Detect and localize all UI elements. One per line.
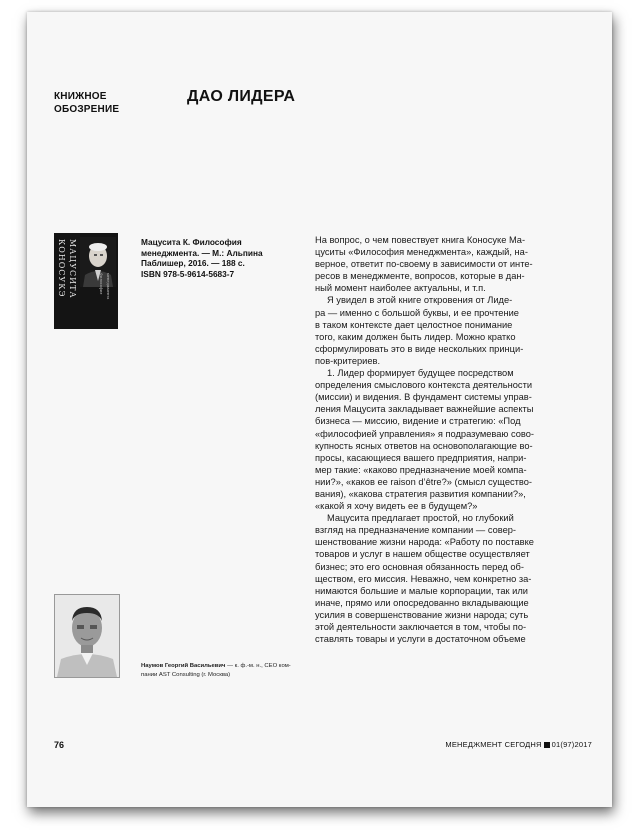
article-line: «философией управления» я подразумеваю сово- (315, 428, 535, 439)
author-credentials: — к. ф.-м. н., CEO ком- (225, 663, 291, 669)
book-info-line: Паблишер, 2016. — 188 с. (141, 258, 245, 269)
article-line: в таком контексте дает целостное понимание (315, 319, 513, 330)
article-line: бизнес; это его основная обязанность перед об- (315, 561, 524, 572)
article-line: цуситы «Философия менеджмента», каждый, на- (315, 247, 528, 258)
article-line: шенствование жизни народа: «Работу по поставке (315, 537, 534, 548)
section-label-line-2: ОБОЗРЕНИЕ (54, 104, 120, 115)
article-paragraph (315, 367, 570, 512)
book-info-line: ISBN 978-5-9614-5683-7 (141, 269, 235, 280)
article-line: «какой я хочу видеть ее в будущем?» (315, 501, 478, 512)
book-cover (54, 233, 118, 329)
cover-portrait-image (80, 237, 116, 287)
article-line: мер такие: «каково предназначение моей компа- (315, 464, 527, 475)
section-label (54, 90, 119, 116)
article-line: верное, ответит по-своему в зависимости от инте- (315, 259, 533, 270)
author-company: пании AST Consulting (г. Москва) (141, 672, 231, 678)
cover-author-name: КОНОСУКЭ (57, 239, 66, 298)
article-line: Мацусита предлагает простой, но глубокий (327, 513, 514, 524)
article-line: нии?», «каков ее raison d’être?» (смысл существо- (315, 476, 533, 487)
article-line: этой деятельности заключается в том, чтобы по- (315, 622, 527, 632)
book-info-line: менеджмента. — М.: Альпина (141, 247, 263, 258)
article-line: просы, касающиеся вашего предприятия, напри- (315, 452, 527, 463)
article-line: сформулировать это в виде нескольких принци- (315, 343, 524, 354)
magazine-title: МЕНЕДЖМЕНТ СЕГОДНЯ (445, 740, 542, 749)
article-line: Я увидел в этой книге откровения от Лиде- (327, 295, 513, 306)
page-number: 76 (54, 740, 65, 750)
article-paragraph (315, 294, 570, 367)
article-line: ра — именно с большой буквы, и ее прочтение (315, 307, 519, 318)
cover-subtitle-1: Философия (99, 273, 103, 295)
author-photo (54, 594, 120, 678)
article-line: иначе, прямо или опосредованно вкладывающие (315, 597, 529, 608)
book-info-line: Мацусита К. Философия (141, 237, 242, 247)
article-line: ный момент наиболее актуальны, и т.п. (315, 283, 486, 294)
article-body (315, 234, 570, 645)
book-bibliographic-info (141, 237, 296, 280)
article-line: вания), «какова стратегия развития компании?», (315, 488, 526, 499)
square-separator-icon (544, 742, 550, 748)
article-line: взгляд на предназначение компании — совер- (315, 525, 517, 536)
magazine-issue: 01(97)2017 (551, 740, 592, 749)
author-caption (141, 662, 303, 680)
article-headline: ДАО ЛИДЕРА (187, 88, 296, 105)
article-line: ставлять товары и услуги в достаточном объеме (315, 634, 526, 645)
author-portrait-image (55, 595, 119, 677)
cover-subtitle-2: менеджмента (106, 273, 110, 300)
article-line: 1. Лидер формирует будущее посредством (327, 368, 514, 379)
article-line: того, каким должен быть лидер. Можно кратко (315, 331, 516, 342)
article-line: (миссии) и видения. В фундамент системы управ- (315, 392, 532, 403)
article-line: ления Мацусита закладывает важнейшие аспекты (315, 404, 534, 415)
article-line: На вопрос, о чем повествует книга Коносуке Ма- (315, 235, 526, 245)
article-line: определения смыслового контекста деятельности (315, 380, 533, 391)
article-line: товаров и услуг в нашем обществе осуществляет (315, 549, 530, 560)
author-name: Наумов Георгий Васильевич (141, 663, 226, 669)
article-line: усилия в совершенствование жизни народа; суть (315, 609, 529, 620)
article-paragraph (315, 512, 570, 645)
article-line: бизнеса — миссию, видение и стратегию: «Под (315, 416, 521, 427)
article-line: ресов в менеджменте, вопросов, которые в дан- (315, 271, 525, 282)
magazine-footer (445, 740, 592, 749)
article-line: пов-критериев. (315, 355, 381, 366)
section-label-line-1: КНИЖНОЕ (54, 91, 107, 102)
article-line: нимаются большие и малые корпорации, так или (315, 585, 528, 596)
cover-author-surname: МАЦУСИТА (68, 239, 77, 299)
article-line: ществом, его миссия. Неважно, чем конкретно за- (315, 573, 532, 584)
article-line: купность ясных ответов на основополагающие во- (315, 440, 533, 451)
article-paragraph (315, 234, 570, 294)
